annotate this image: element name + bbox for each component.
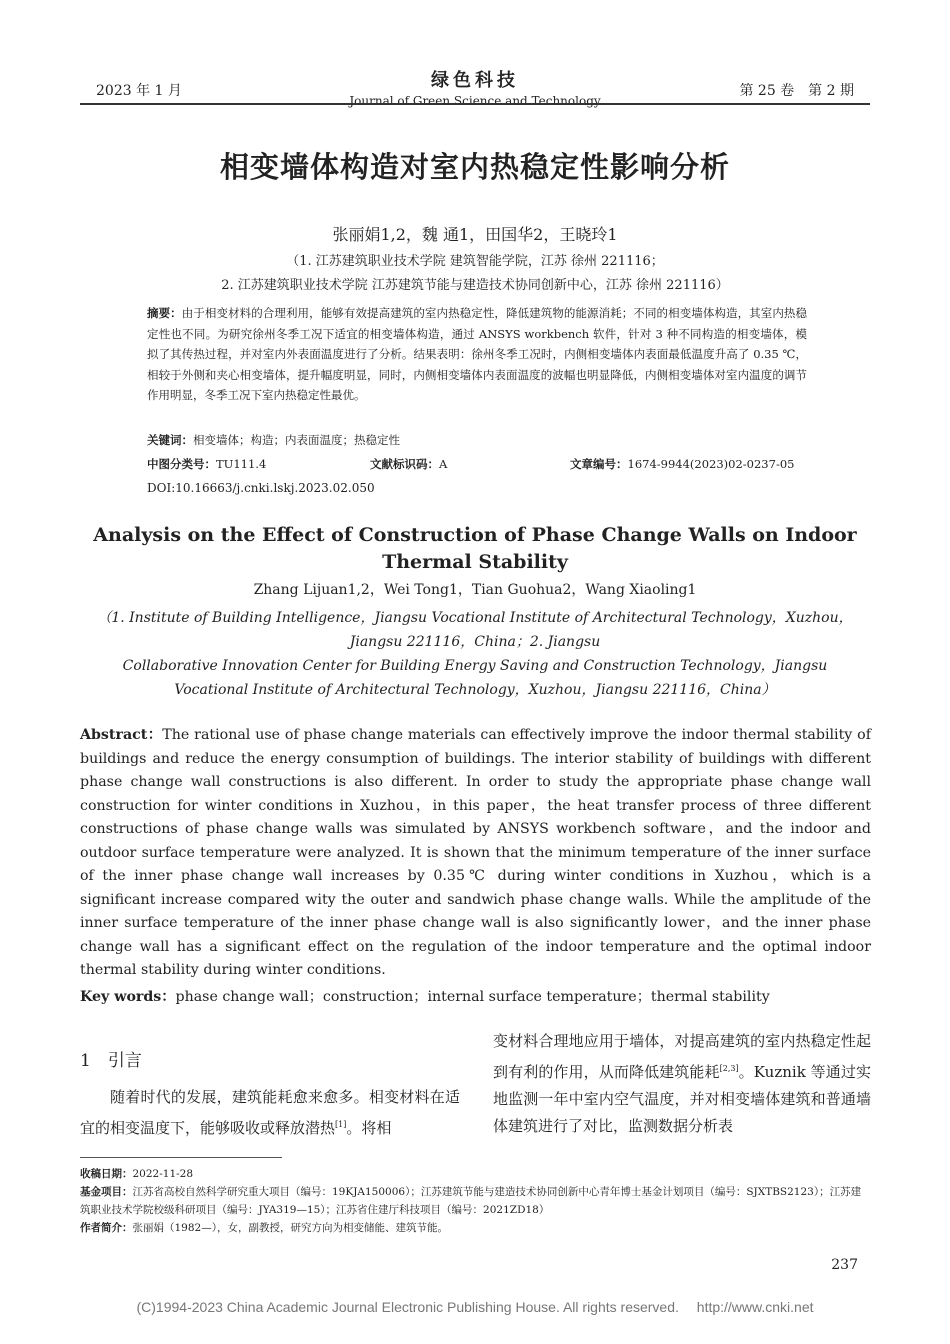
english-affiliation-line-3: Collaborative Innovation Center for Building Energy Saving and Construction Technology，Jiangsu <box>122 658 828 674</box>
footnotes <box>80 1165 870 1237</box>
article-number-label: 文章编号： <box>570 457 628 471</box>
paper-title: 相变墙体构造对室内热稳定性影响分析 <box>219 150 730 184</box>
english-title-line-2: Thermal Stability <box>382 551 568 573</box>
fund-value: 江苏省高校自然科学研究重大项目（编号：19KJA150006）；江苏建筑节能与建造技术协同创新中心青年博士基金计划项目（编号：SJXTBS2123）；江苏建筑职业技术学院校级科研项目（编号：JYA319—15）；江苏省住建厅科技项目（编号：2021ZD18） <box>80 1186 862 1216</box>
body-left-column <box>80 1083 460 1142</box>
doc-code-label: 文献标识码： <box>370 457 439 471</box>
header-date: 2023 年 1 月 <box>96 83 182 99</box>
body-left-text-1: 随着时代的发展，建筑能耗愈来愈多。相变材料在适宜的相变温度下，能够吸收或释放潜热 <box>80 1088 460 1137</box>
header-volume: 第 25 卷 第 2 期 <box>739 83 854 99</box>
journal-name-cn: 绿色科技 <box>431 70 519 91</box>
body-right-text-2: 。Kuznik 等通过实地监测一年中室内空气温度，并对相变墙体建筑和普通墙体建筑进行了对比，监测数据分析表 <box>493 1063 871 1135</box>
abstract-cn-label: 摘要： <box>147 306 182 320</box>
received-value: 2022-11-28 <box>132 1168 194 1180</box>
author-bio-label: 作者简介： <box>80 1222 133 1234</box>
clc-value: TU111.4 <box>216 457 267 471</box>
abstract-cn-text: 由于相变材料的合理利用，能够有效提高建筑的室内热稳定性，降低建筑物的能源消耗；不同的相变墙体构造，其室内热稳定性也不同。为研究徐州冬季工况下适宜的相变墙体构造，通过 ANSYS workbench 软件，针对 3 种不同构造的相变墙体，模拟了其传热过程，并对室内外表面温度进行了分析。结果表明：徐州冬季工况时，内侧相变墙体内表面最低温度升高了 0.35 ℃，相较于外侧和夹心相变墙体，提升幅度明显，同时，内侧相变墙体内表面温度的波幅也明显降低，内侧相变墙体对室内温度的调节作用明显，冬季工况下室内热稳定性最优。 <box>147 306 808 402</box>
citation-2-3: [2,3] <box>719 1064 739 1073</box>
abstract-en <box>80 724 871 983</box>
english-title-line-1: Analysis on the Effect of Construction of Phase Change Walls on Indoor <box>93 524 857 546</box>
keywords-en-label: Key words： <box>80 989 176 1005</box>
journal-name-en: Journal of Green Science and Technology <box>349 94 601 108</box>
body-right-column <box>493 1028 871 1140</box>
english-affiliation-line-2: Jiangsu 221116，China；2. Jiangsu <box>349 634 601 650</box>
fund-label: 基金项目： <box>80 1186 133 1198</box>
citation-1: [1] <box>335 1120 347 1129</box>
abstract-cn <box>147 303 807 406</box>
clc-label: 中图分类号： <box>147 457 216 471</box>
body-left-text-2: 。将相 <box>346 1119 392 1137</box>
author-list: 张丽娟1,2，魏 通1，田国华2，王晓玲1 <box>332 225 618 244</box>
keywords-en <box>80 986 770 1006</box>
keywords-en-text: phase change wall；construction；internal surface temperature；thermal stability <box>175 989 770 1005</box>
page-number: 237 <box>831 1257 858 1273</box>
fund-info <box>80 1183 870 1219</box>
abstract-en-label: Abstract： <box>80 727 163 743</box>
keywords-cn-text: 相变墙体；构造；内表面温度；热稳定性 <box>193 433 400 447</box>
author-bio <box>80 1219 870 1237</box>
keywords-cn-label: 关键词： <box>147 433 193 447</box>
article-number-value: 1674-9944(2023)02-0237-05 <box>627 457 795 471</box>
english-affiliation-line-4: Vocational Institute of Architectural Technology，Xuzhou，Jiangsu 221116，China） <box>174 682 776 698</box>
abstract-en-text: The rational use of phase change materials can effectively improve the indoor thermal stability of buildings and reduce the energy consumption of buildings. The interior stability of buildings with different phase change wall constructions is also different. In order to study the appropriate phase change wall construction for winter conditions in Xuzhou，in this paper，the heat transfer process of three different constructions of phase change walls was simulated by ANSYS workbench software，and the indoor and outdoor surface temperature were analyzed. It is shown that the minimum temperature of the inner surface of the inner phase change wall increases by 0.35℃ during winter conditions in Xuzhou，which is a significant increase compared wity the outer and sandwich phase change walls. While the amplitude of the inner surface temperature of the inner phase change wall is also significantly lower，and the inner phase change wall has a significant effect on the regulation of the indoor temperature and the optimal indoor thermal stability during winter conditions. <box>80 727 871 978</box>
received-label: 收稿日期： <box>80 1168 133 1180</box>
document-code <box>370 456 447 472</box>
keywords-cn <box>147 432 400 448</box>
author-bio-value: 张丽娟（1982—），女，副教授，研究方向为相变储能、建筑节能。 <box>132 1222 448 1234</box>
copyright-notice: (C)1994-2023 China Academic Journal Electronic Publishing House. All rights reserved. http://www.cnki.net <box>136 1299 814 1315</box>
header-divider <box>80 103 870 105</box>
doi: DOI:10.16663/j.cnki.lskj.2023.02.050 <box>147 481 375 495</box>
body-right-text-1: 变材料合理地应用于墙体，对提高建筑的室内热稳定性起到有利的作用，从而降低建筑能耗 <box>493 1032 871 1081</box>
english-authors: Zhang Lijuan1,2，Wei Tong1，Tian Guohua2，Wang Xiaoling1 <box>253 582 697 598</box>
footnote-divider <box>80 1157 282 1158</box>
clc-number <box>147 456 266 472</box>
affiliation-line-1: （1. 江苏建筑职业技术学院 建筑智能学院，江苏 徐州 221116； <box>286 254 664 269</box>
english-affiliation-line-1: （1. Institute of Building Intelligence，Jiangsu Vocational Institute of Architectural Technology，Xuzhou， <box>97 610 853 626</box>
received-date <box>80 1165 870 1183</box>
doc-code-value: A <box>439 457 448 471</box>
article-number <box>570 456 794 472</box>
affiliation-line-2: 2. 江苏建筑职业技术学院 江苏建筑节能与建造技术协同创新中心，江苏 徐州 221116） <box>221 278 729 293</box>
section-heading-introduction: 1 引言 <box>80 1051 142 1071</box>
english-title <box>0 522 950 576</box>
